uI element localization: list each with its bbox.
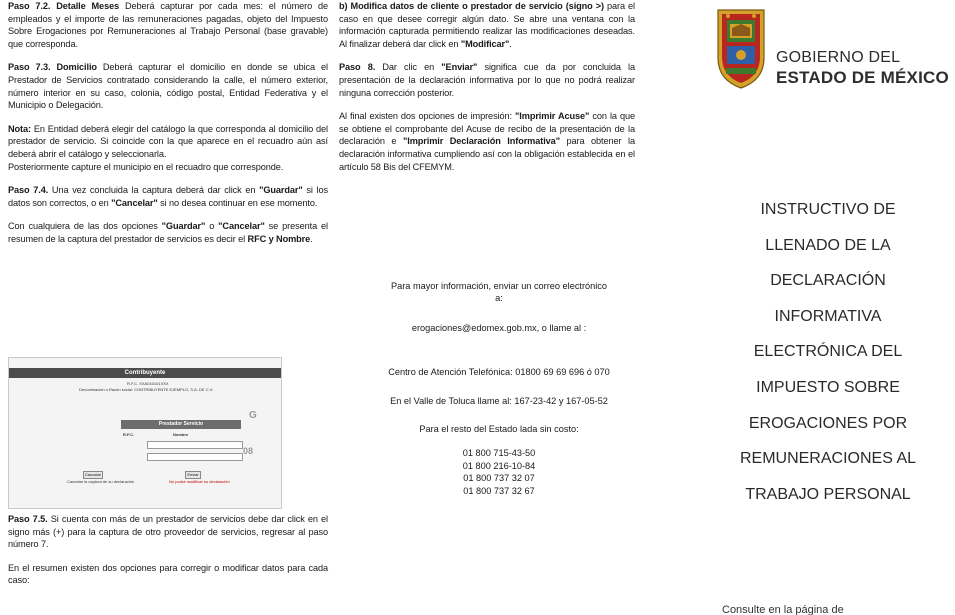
contact-info — [374, 280, 624, 497]
left-column-bottom — [8, 513, 328, 587]
phone-2: 01 800 216-10-84 — [462, 460, 536, 471]
title-line: REMUNERACIONES AL — [739, 450, 917, 468]
shot-cancel-button: Cancelar — [84, 472, 101, 477]
shot-col-nombre: Nombre — [173, 432, 189, 437]
info-rest-state: Para el resto del Estado lada sin costo: — [419, 424, 579, 435]
paso-7-5: Paso 7.5. Si cuenta con más de un prestador de servicios debe dar click en el signo más (+) para la captura de otro proveedor de servicios, regresar al paso número 7. — [8, 514, 328, 550]
title-line: ELECTRÓNICA DEL — [753, 343, 903, 361]
title-line: IMPUESTO SOBRE — [756, 378, 900, 396]
nota-continuation: Posteriormente capture el municipio en el recuadro que corresponde. — [8, 161, 284, 172]
gov-line-1: GOBIERNO DEL — [776, 49, 901, 66]
shot-glyph-2: 08 — [243, 446, 254, 456]
gov-line-2: ESTADO DE MÉXICO — [776, 68, 949, 87]
shot-header: Contribuyente — [9, 368, 281, 378]
government-wordmark — [776, 48, 949, 88]
document-title — [712, 192, 944, 512]
resumen-captura: Con cualquiera de las dos opciones "Guardar" o "Cancelar" se presenta el resumen de la captura del prestador de servicios es decir el RFC y Nombre. — [8, 221, 328, 244]
phone-3: 01 800 737 32 07 — [463, 473, 535, 484]
shot-send-button: Enviar — [185, 471, 201, 479]
nota: Nota: En Entidad deberá elegir del catálogo la que corresponda al domicilio del prestador de servicio. Si coincide con la que aparece en el recuadro aún así deberá abrir el catálogo y seleccionarla. — [8, 123, 328, 159]
shot-cancel-note: Cancelar la captura de su declaración — [67, 479, 135, 484]
phone-1: 01 800 715-43-50 — [462, 448, 536, 459]
title-line: DECLARACIÓN — [770, 272, 886, 290]
embedded-screenshot — [8, 357, 282, 509]
title-line: EROGACIONES POR — [748, 414, 908, 432]
shot-panel-title: Prestador Servicio — [121, 420, 241, 429]
title-line: INSTRUCTIVO DE — [760, 201, 896, 218]
title-line: LLENADO DE LA — [765, 236, 891, 254]
info-call-center: Centro de Atención Telefónica: 01800 69 69 696 ó 070 — [388, 367, 610, 378]
info-email-intro: Para mayor información, enviar un correo electrónico a: — [390, 281, 607, 304]
info-email: erogaciones@edomex.gob.mx, o llame al : — [411, 322, 587, 333]
shot-field-1 — [147, 441, 243, 449]
shot-name-line: Denominación o Razón social: CONTRIBUYENTE EJEMPLO, S.A. DE C.V. — [79, 387, 214, 392]
paso-7-3: Paso 7.3. Domicilio Deberá capturar el domicilio en donde se ubica el Prestador de Servicios contratado considerando la calle, el número exterior, número interior en su caso, colonia, código postal, Entidad Federativa y el Municipio o Delegación. — [8, 62, 328, 111]
shot-col-rfc: R.F.C. — [123, 432, 135, 437]
title-line: INFORMATIVA — [774, 307, 882, 325]
middle-column — [339, 0, 635, 173]
shot-send-note: No podrá modificar su declaración — [169, 479, 230, 484]
paso-7-4: Paso 7.4. Una vez concluida la captura deberá dar click en "Guardar" si los datos son correctos, o en "Cancelar" si no desea continuar en ese momento. — [8, 185, 328, 208]
resumen-opciones: En el resumen existen dos opciones para corregir o modificar datos para cada caso: — [8, 562, 328, 586]
state-coat-of-arms-logo — [714, 4, 768, 90]
bottom-partial-text: Consulte en la página de — [722, 604, 844, 615]
paso-7-2: Paso 7.2. Detalle Meses Deberá capturar por cada mes: el número de empleados y el importe de las remuneraciones pagadas, objeto del Impuesto Sobre Erogaciones por Remuneraciones al Trabajo Personal (base gravable) que corresponda. — [8, 1, 328, 49]
final-options: Al final existen dos opciones de impresión: "Imprimir Acuse" con la que se obtiene el comprobante del Acuse de recibo de la presentación de la declaración e "Imprimir Declaración Informativa" para obtener la declaración informativa cumpliendo así con la obligación establecida en el artículo 58 Bis del CFEMYM. — [339, 111, 635, 172]
phone-4: 01 800 737 32 67 — [463, 485, 535, 496]
shot-glyph-1: G — [249, 410, 257, 421]
shot-rfc-line: R.F.C. XXA010101XXX — [127, 381, 169, 386]
left-column — [8, 0, 328, 246]
title-line: TRABAJO PERSONAL — [745, 485, 911, 503]
shot-field-2 — [147, 453, 243, 461]
option-b: b) Modifica datos de cliente o prestador de servicio (signo >) para el caso en que desee corregir algún dato. Se abre una ventana con la información capturada permitiendo realizar las modificaciones deseadas. Al finalizar deberá dar click en "Modificar". — [339, 1, 635, 49]
paso-8: Paso 8. Dar clic en "Enviar" significa cue da por concluida la presentación de la declaración informativa por lo que no podrá realizar ninguna corrección posterior. — [339, 62, 635, 98]
info-toluca: En el Valle de Toluca llame al: 167-23-42 y 167-05-52 — [390, 395, 608, 406]
